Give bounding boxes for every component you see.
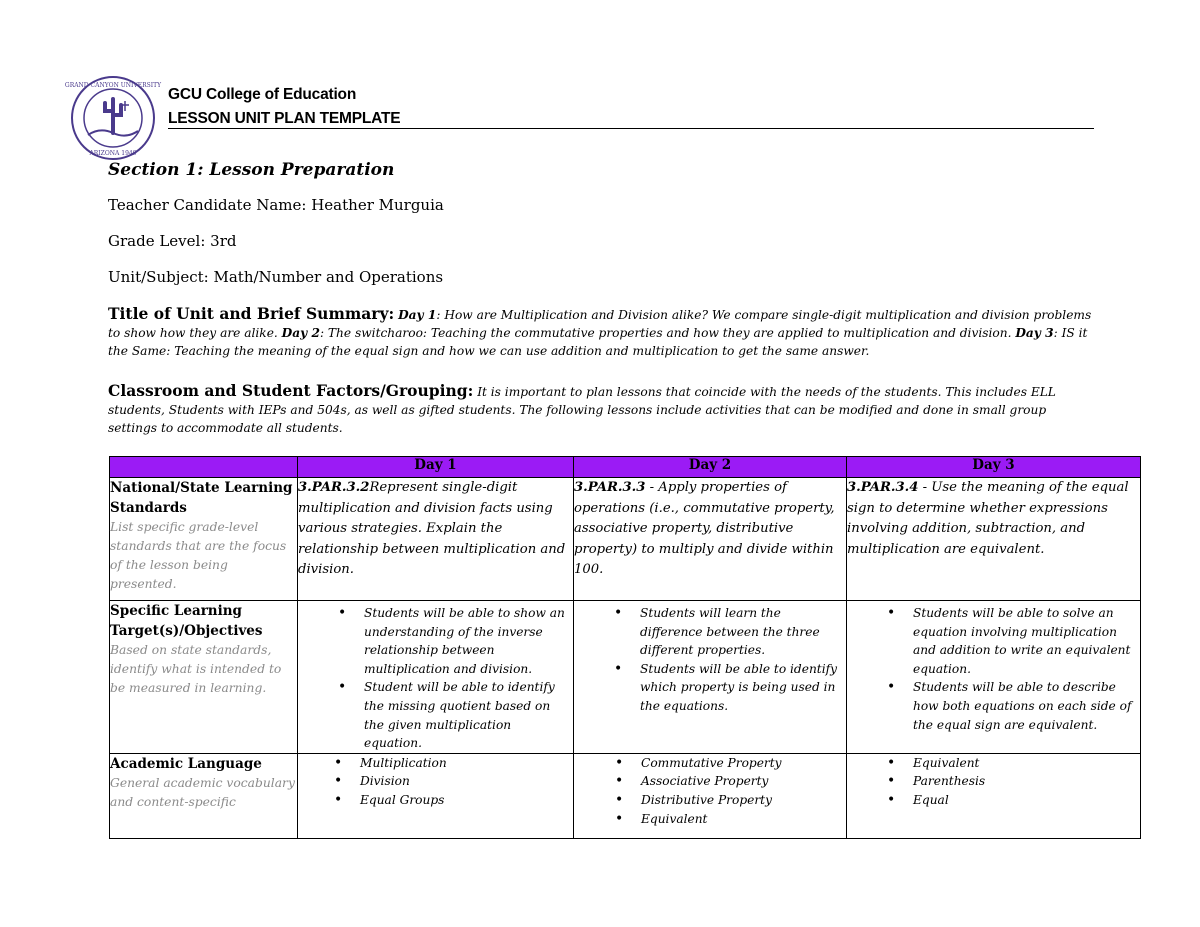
objectives-title: Specific Learning Target(s)/Objectives — [110, 603, 263, 639]
grade-level: Grade Level: 3rd — [108, 232, 237, 250]
list-item: • Commutative Property — [641, 754, 840, 773]
unit-summary — [108, 305, 1098, 360]
list-item: • Students will be able to solve an equation involving multiplication and addition to write an equivalent equation. — [913, 604, 1134, 678]
standard-text: - Use the meaning of the equal sign to determine whether expressions involving addition, subtraction, and multiplication are equivalent. — [847, 480, 1129, 557]
unit-subject: Unit/Subject: Math/Number and Operations — [108, 268, 444, 286]
factors-lead: Classroom and Student Factors/Grouping: — [108, 381, 474, 400]
teacher-name: Teacher Candidate Name: Heather Murguia — [108, 196, 444, 214]
list-item: • Distributive Property — [641, 791, 840, 810]
day-2-vocabulary — [574, 753, 847, 838]
standard-code: 3.PAR.3.4 — [847, 480, 919, 495]
standards-row — [110, 478, 1141, 601]
svg-text:ARIZONA 1949: ARIZONA 1949 — [89, 150, 137, 157]
table-header-row — [110, 457, 1141, 478]
day-2-objectives — [574, 601, 847, 754]
section-title: Section 1: Lesson Preparation — [108, 160, 395, 180]
list-item: • Equal — [913, 791, 1134, 810]
template-title: LESSON UNIT PLAN TEMPLATE — [168, 110, 401, 127]
summary-day1-text: : How are Multiplication and Division alike? We compare single-digit multiplication and division problems to show how they are alike. — [108, 308, 1092, 340]
day-3-objectives — [847, 601, 1141, 754]
day-1-header: Day 1 — [298, 457, 574, 478]
summary-day2-label: Day 2 — [281, 326, 320, 340]
list-item: • Students will be able to show an understanding of the inverse relationship between multiplication and division. — [364, 604, 567, 678]
factors-text: It is important to plan lessons that coincide with the needs of the students. This includes ELL students, Students with IEPs and 504s, as well as gifted students. The following lessons include activities that can be modified and done in small group settings to accommodate all students. — [108, 385, 1056, 435]
summary-day1-label: Day 1 — [398, 308, 437, 322]
list-item: • Multiplication — [360, 754, 567, 773]
day-2-header: Day 2 — [574, 457, 847, 478]
college-name: GCU College of Education — [168, 86, 357, 103]
day-1-vocabulary — [298, 753, 574, 838]
list-item: • Students will be able to identify which property is being used in the equations. — [640, 660, 840, 716]
standards-description: List specific grade-level standards that are the focus of the lesson being presented. — [110, 520, 287, 591]
day-2-standard — [574, 478, 847, 601]
summary-day3-text: : IS it the Same: Teaching the meaning of the equal sign and how we can use addition and multiplication to get the same answer. — [108, 326, 1088, 358]
list-item: • Equivalent — [913, 754, 1134, 773]
standard-code: 3.PAR.3.2 — [298, 480, 370, 495]
summary-lead: Title of Unit and Brief Summary: — [108, 304, 395, 323]
svg-text:GRAND CANYON UNIVERSITY: GRAND CANYON UNIVERSITY — [64, 82, 162, 89]
standard-text: - Apply properties of operations (i.e., commutative property, associative property, distributive property) to multiply and divide within 100. — [574, 480, 835, 577]
language-row-header — [110, 753, 298, 838]
standard-text: Represent single-digit multiplication and division facts using various strategies. Explain the relationship between multiplication and division. — [298, 480, 566, 577]
list-item: • Parenthesis — [913, 772, 1134, 791]
summary-day3-label: Day 3 — [1015, 326, 1054, 340]
lesson-plan-table — [109, 456, 1141, 839]
list-item: • Division — [360, 772, 567, 791]
standard-code: 3.PAR.3.3 — [574, 480, 646, 495]
day-3-header: Day 3 — [847, 457, 1141, 478]
language-row — [110, 753, 1141, 838]
header-blank-cell — [110, 457, 298, 478]
standards-title: National/State Learning Standards — [110, 480, 293, 516]
list-item: • Equal Groups — [360, 791, 567, 810]
day-3-standard — [847, 478, 1141, 601]
summary-day2-text: : The switcharoo: Teaching the commutative properties and how they are applied to multiplication and division. — [319, 326, 1016, 340]
day-3-vocabulary — [847, 753, 1141, 838]
language-description: General academic vocabulary and content-specific — [110, 775, 295, 809]
list-item: • Student will be able to identify the missing quotient based on the given multiplication equation. — [364, 678, 567, 752]
list-item: • Equivalent — [641, 810, 840, 829]
objectives-description: Based on state standards, identify what is intended to be measured in learning. — [110, 643, 282, 695]
classroom-factors — [108, 382, 1098, 437]
day-1-standard — [298, 478, 574, 601]
language-title: Academic Language — [110, 755, 262, 772]
list-item: • Students will learn the difference between the three different properties. — [640, 604, 840, 660]
objectives-row-header — [110, 601, 298, 754]
university-seal-logo — [64, 75, 162, 161]
list-item: • Associative Property — [641, 772, 840, 791]
list-item: • Students will be able to describe how both equations on each side of the equal sign are equivalent. — [913, 678, 1134, 734]
day-1-objectives — [298, 601, 574, 754]
objectives-row — [110, 601, 1141, 754]
header-underline — [168, 128, 1094, 129]
standards-row-header — [110, 478, 298, 601]
